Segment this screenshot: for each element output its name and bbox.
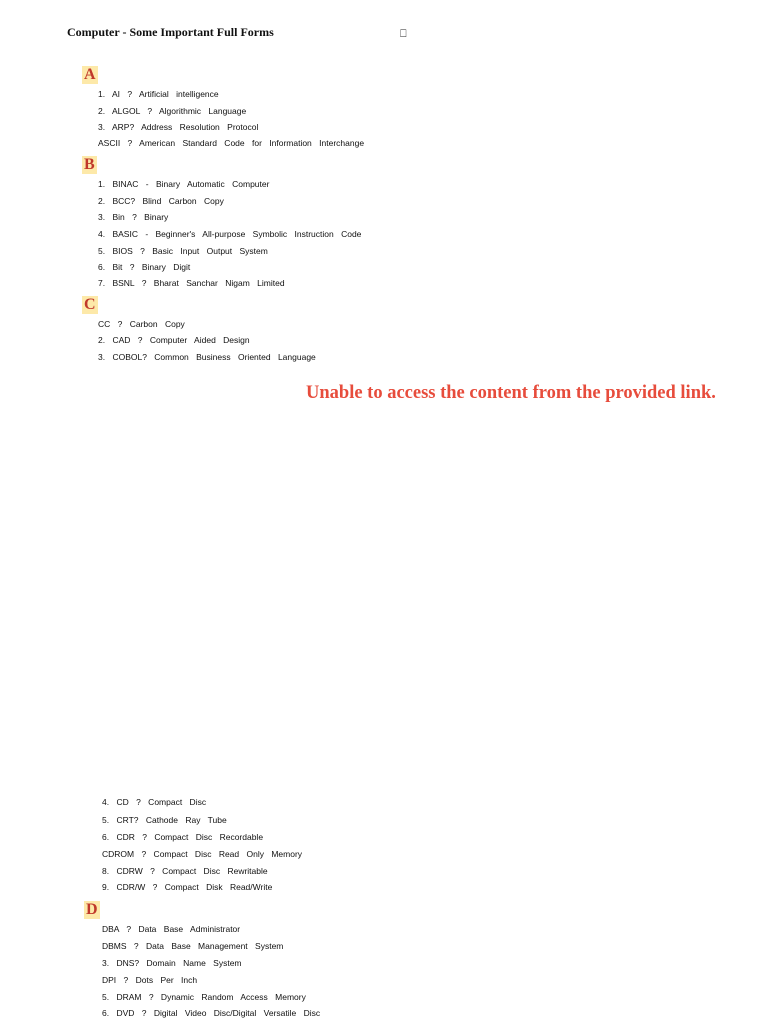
- list-item: 4. BASIC - Beginner's All-purpose Symbolic Instruction Code: [98, 229, 362, 239]
- list-item: CDROM ? Compact Disc Read Only Memory: [102, 849, 303, 859]
- list-item: DBA ? Data Base Administrator: [102, 924, 241, 934]
- section-letter-a: A: [84, 66, 96, 83]
- document-title: Computer - Some Important Full Forms: [67, 25, 274, 39]
- list-item: 6. Bit ? Binary Digit: [98, 262, 191, 272]
- list-item: 5. DRAM ? Dynamic Random Access Memory: [102, 992, 306, 1002]
- list-item: 3. ARP? Address Resolution Protocol: [98, 122, 259, 132]
- list-item: CC ? Carbon Copy: [98, 319, 185, 329]
- list-item: 2. CAD ? Computer Aided Design: [98, 335, 250, 345]
- list-item: 8. CDRW ? Compact Disc Rewritable: [102, 866, 268, 876]
- list-item: 3. Bin ? Binary: [98, 212, 169, 222]
- list-item: DBMS ? Data Base Management System: [102, 941, 284, 951]
- section-letter-c: C: [84, 296, 96, 313]
- section-letter-d: D: [86, 901, 98, 918]
- list-item: 3. COBOL? Common Business Oriented Language: [98, 352, 316, 362]
- list-item: 5. CRT? Cathode Ray Tube: [102, 815, 227, 825]
- list-item: 2. BCC? Blind Carbon Copy: [98, 196, 224, 206]
- list-item: 1. AI ? Artificial intelligence: [98, 89, 219, 99]
- list-item: 6. DVD ? Digital Video Disc/Digital Versatile Disc: [102, 1008, 321, 1018]
- section-letter-b: B: [84, 156, 95, 173]
- missing-glyph-icon: ⎕: [400, 27, 407, 40]
- list-item: 6. CDR ? Compact Disc Recordable: [102, 832, 264, 842]
- list-item: 1. BINAC - Binary Automatic Computer: [98, 179, 270, 189]
- list-item: DPI ? Dots Per Inch: [102, 975, 198, 985]
- error-message: Unable to access the content from the provided link.: [306, 383, 716, 403]
- list-item: 4. CD ? Compact Disc: [102, 797, 207, 807]
- list-item: 9. CDR/W ? Compact Disk Read/Write: [102, 882, 273, 892]
- list-item: ASCII ? American Standard Code for Information Interchange: [98, 138, 365, 148]
- list-item: 7. BSNL ? Bharat Sanchar Nigam Limited: [98, 278, 285, 288]
- list-item: 3. DNS? Domain Name System: [102, 958, 242, 968]
- list-item: 5. BIOS ? Basic Input Output System: [98, 246, 268, 256]
- list-item: 2. ALGOL ? Algorithmic Language: [98, 106, 247, 116]
